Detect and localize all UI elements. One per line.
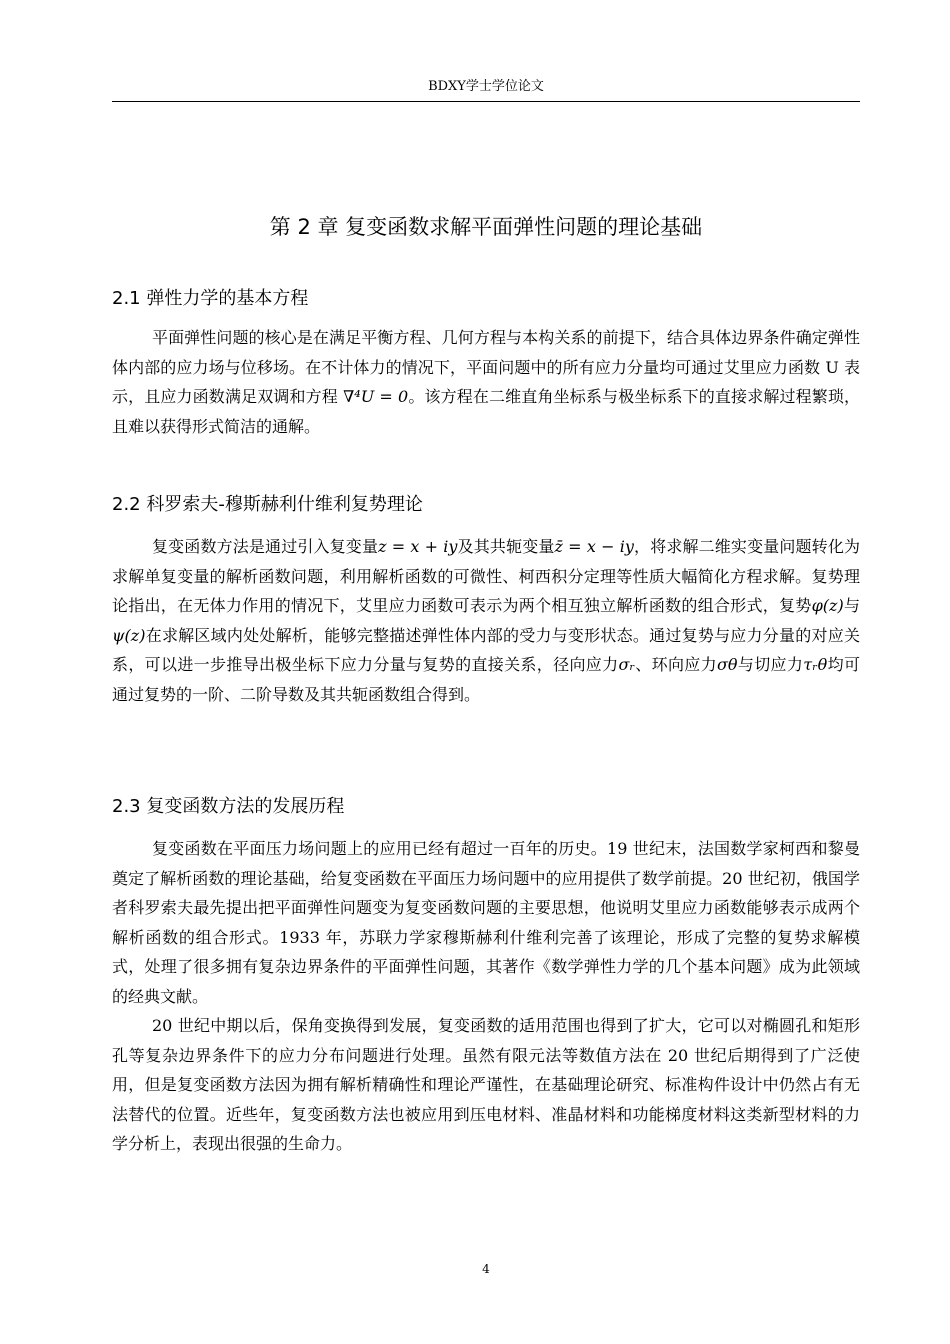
equation-z-conjugate: z̄ = x − iy	[554, 537, 634, 556]
equation-phi: φ(z)	[811, 596, 844, 615]
section-title-2-2: 2.2 科罗索夫-穆斯赫利什维利复势理论	[112, 494, 423, 515]
paragraph-text: 复变函数方法是通过引入复变量	[152, 537, 379, 556]
paragraph-text: 。该方程在二维直角坐标系与极坐标系下的直接求解过程繁琐，且难以获得形式简洁的通解。	[112, 387, 860, 436]
paragraph-2-2	[112, 532, 860, 709]
paragraph-2-3-2: 20 世纪中期以后，保角变换得到发展，复变函数的适用范围也得到了扩大，它可以对椭圆孔和矩形孔等复杂边界条件下的应力分布问题进行处理。虽然有限元法等数值方法在 20 世纪后期得到了广泛使用，但是复变函数方法因为拥有解析精确性和理论严谨性，在基础理论研究、标准构件设计中仍然占有无法替代的位置。近些年，复变函数方法也被应用到压电材料、准晶材料和功能梯度材料这类新型材料的力学分析上，表现出很强的生命力。	[112, 1016, 860, 1153]
paragraph-text: 与切应力	[737, 655, 804, 674]
section-title-2-1: 2.1 弹性力学的基本方程	[112, 288, 309, 309]
paragraph-2-3-1: 复变函数在平面压力场问题上的应用已经有超过一百年的历史。19 世纪末，法国数学家柯西和黎曼奠定了解析函数的理论基础，给复变函数在平面压力场问题中的应用提供了数学前提。20 世纪初，俄国学者科罗索夫最先提出把平面弹性问题变为复变函数问题的主要思想，他说明艾里应力函数能够表示成两个解析函数的组合形式。1933 年，苏联力学家穆斯赫利什维利完善了该理论，形成了完整的复势求解模式，处理了很多拥有复杂边界条件的平面弹性问题，其著作《数学弹性力学的几个基本问题》成为此领域的经典文献。	[112, 839, 860, 1006]
paragraph-text: 在求解区域内处处解析，能够完整描述弹性体内部的受力与变形状态。通过复势与应力分量的对应关系，可以进一步推导出极坐标下应力分量与复势的直接关系，径向应力	[112, 625, 860, 674]
running-head: BDXY学士学位论文	[428, 79, 544, 94]
equation-tau: τᵣθ	[803, 655, 828, 674]
paragraph-text: 均可通过复势的一阶、二阶导数及其共轭函数组合得到。	[112, 655, 860, 704]
equation-sigma-r: σᵣ	[618, 655, 635, 674]
section-title-2-3: 2.3 复变函数方法的发展历程	[112, 796, 345, 817]
equation-sigma-theta: σθ	[716, 655, 738, 674]
paragraph-2-1	[112, 323, 860, 441]
equation-biharmonic: ∇⁴U = 0	[343, 387, 409, 406]
paragraph-text: 、环向应力	[634, 655, 717, 674]
equation-psi: ψ(z)	[112, 625, 146, 645]
page-number: 4	[482, 1262, 490, 1276]
chapter-title: 第 2 章 复变函数求解平面弹性问题的理论基础	[269, 215, 703, 239]
paragraph-text: 平面弹性问题的核心是在满足平衡方程、几何方程与本构关系的前提下，结合具体边界条件确定弹性体内部的应力场与位移场。在不计体力的情况下，平面问题中的所有应力分量均可通过艾里应力函数 U 表示，且应力函数满足双调和方程	[112, 328, 860, 406]
paragraph-text: ，将求解二维实变量问题转化为求解单复变量的解析函数问题，利用解析函数的可微性、柯西积分定理等性质大幅简化方程求解。复势理论指出，在无体力作用的情况下，艾里应力函数可表示为两个相互独立解析函数的组合形式，复势	[112, 537, 860, 615]
paragraph-text: 及其共轭变量	[457, 537, 555, 556]
equation-z: z = x + iy	[378, 537, 458, 556]
paragraph-text: 与	[843, 596, 860, 615]
header-rule	[112, 101, 860, 102]
